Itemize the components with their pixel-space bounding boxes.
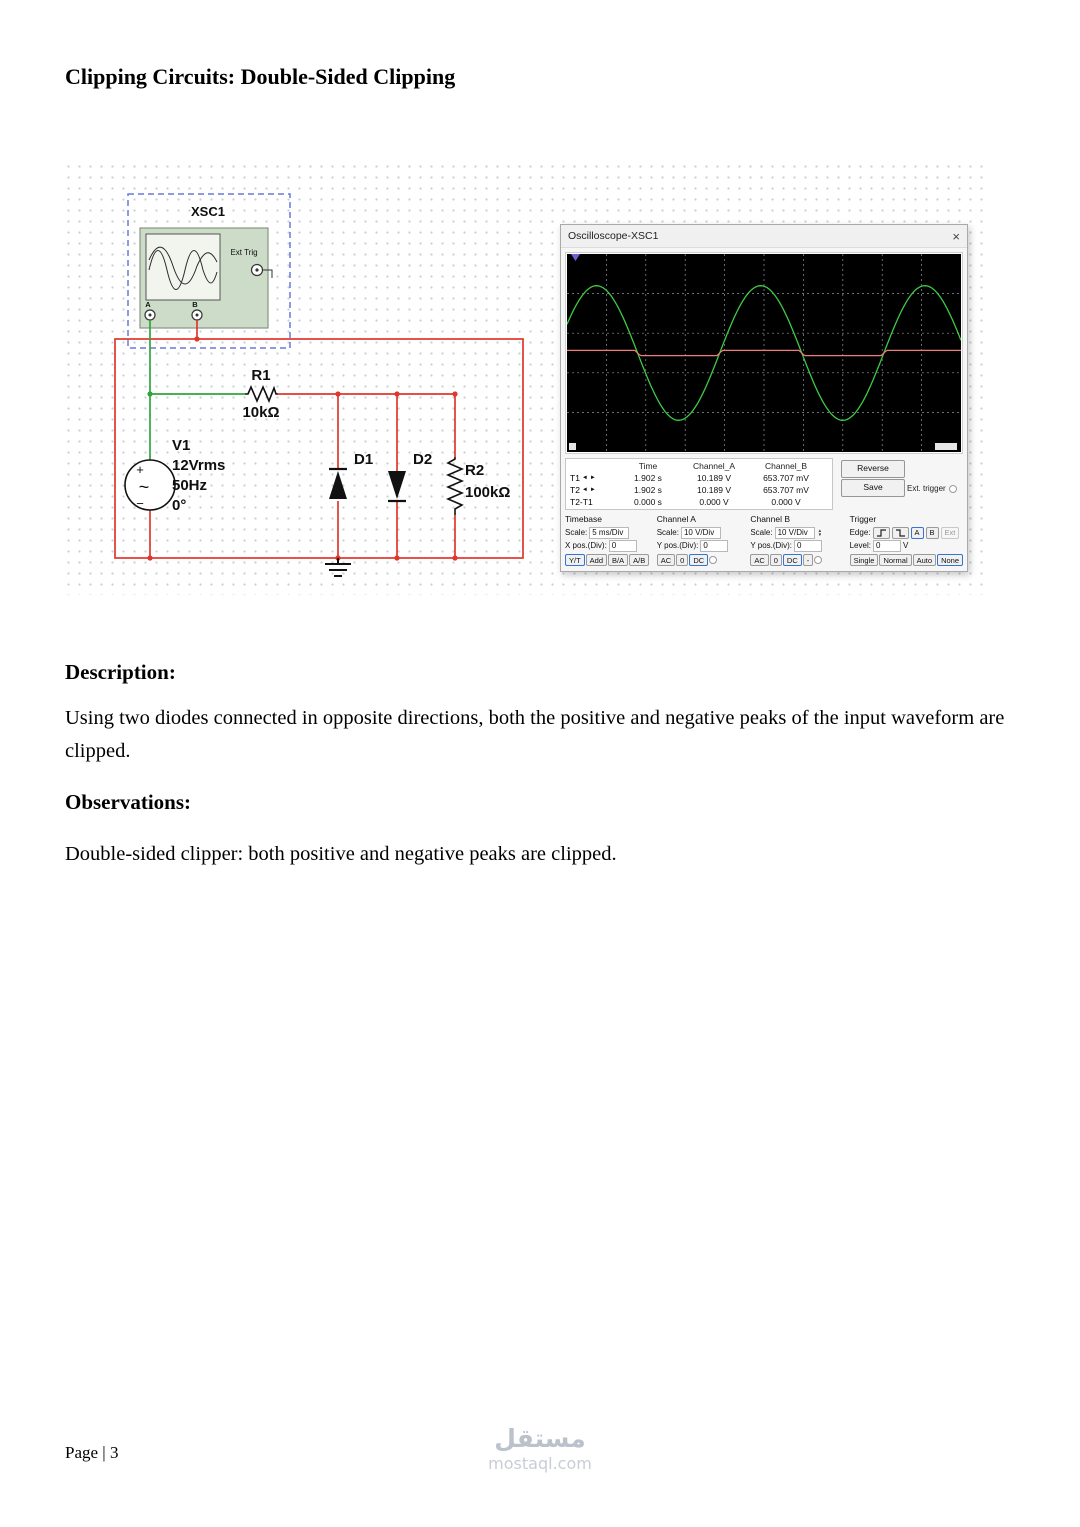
timebase-scale-value[interactable]: 5 ms/Div [589, 527, 629, 539]
spinner-icon[interactable]: ▲ ▼ [817, 527, 823, 537]
t1-right-arrow-button[interactable]: ► [589, 475, 596, 481]
ab-mode-button[interactable]: A/B [629, 554, 649, 566]
t2-right-arrow-button[interactable]: ► [589, 487, 596, 493]
cursor-t2-row [568, 485, 616, 495]
channel-b-scale-value[interactable]: 10 V/Div [775, 527, 815, 539]
r1-name: R1 [251, 367, 271, 384]
channel-a-radio[interactable] [709, 556, 717, 564]
observations-heading: Observations: [65, 790, 191, 814]
reverse-button[interactable]: Reverse [841, 460, 905, 478]
oscilloscope-icon [140, 228, 272, 328]
channel-a-panel [657, 514, 748, 566]
timebase-title: Timebase [565, 514, 603, 524]
watermark [0, 1424, 1080, 1473]
t1-channel-b: 653.707 mV [763, 473, 809, 483]
description-heading: Description: [65, 660, 176, 684]
circuit-figure [60, 158, 990, 595]
terminal-b-label: B [192, 300, 198, 309]
ext-trigger-option [907, 484, 957, 493]
diode-d2 [388, 451, 432, 501]
channel-b-title: Channel B [750, 514, 791, 524]
ground-symbol [325, 558, 351, 576]
channel-b-ypos-value[interactable]: 0 [794, 540, 822, 552]
junction-dots [147, 336, 457, 560]
v1-name: V1 [172, 437, 191, 454]
channel-b-invert-button[interactable]: - [803, 554, 814, 566]
trigger-none-button[interactable]: None [937, 554, 963, 566]
channel-b-panel [750, 514, 846, 566]
col-header-time: Time [638, 461, 658, 471]
r2-value: 100kΩ [465, 484, 511, 501]
trigger-panel [850, 514, 963, 566]
v1-freq: 50Hz [172, 477, 208, 494]
v1-minus: − [136, 496, 144, 511]
description-text: Using two diodes connected in opposite directions, both the positive and negative peaks of the input waveform are clipped. [65, 707, 1005, 762]
delta-channel-b: 0.000 V [771, 497, 801, 507]
col-header-channel-a: Channel_A [692, 461, 736, 471]
rising-edge-button[interactable] [873, 527, 890, 539]
channel-a-ac-button[interactable]: AC [657, 554, 675, 566]
diode-d1 [329, 451, 373, 499]
t2-t1-label: T2-T1 [570, 497, 593, 507]
channel-a-title: Channel A [656, 514, 696, 524]
t1-label: T1 [570, 473, 580, 483]
trigger-source-b-button[interactable]: B [926, 527, 939, 539]
source-v1 [125, 437, 225, 514]
timebase-scale-label: Scale: [565, 528, 588, 537]
scope-waveform-display [567, 254, 961, 452]
scope-screen [565, 252, 963, 454]
cursor-delta-row [568, 497, 616, 507]
channel-a-scale-label: Scale: [656, 528, 679, 537]
scope-controls [561, 512, 967, 571]
ba-mode-button[interactable]: B/A [608, 554, 628, 566]
trigger-source-ext-button[interactable]: Ext [941, 527, 960, 539]
timebase-panel [565, 514, 654, 566]
trigger-level-value[interactable]: 0 [873, 540, 901, 552]
channel-b-zero-button[interactable]: 0 [770, 554, 782, 566]
t2-left-arrow-button[interactable]: ◄ [581, 487, 588, 493]
t1-channel-a: 10.189 V [696, 473, 732, 483]
v1-sine-symbol: ~ [138, 477, 150, 497]
add-mode-button[interactable]: Add [586, 554, 607, 566]
t2-time: 1.902 s [634, 485, 662, 495]
v1-plus: + [136, 462, 144, 477]
channel-b-scale-label: Scale: [750, 528, 773, 537]
d2-label: D2 [413, 451, 433, 468]
page-number: Page | 3 [65, 1443, 119, 1462]
channel-b-dc-button[interactable]: DC [783, 554, 802, 566]
r2-name: R2 [465, 462, 485, 479]
falling-edge-button[interactable] [892, 527, 909, 539]
circuit-diagram [60, 158, 590, 595]
timebase-xpos-label: X pos.(Div): [565, 541, 607, 550]
watermark-url: mostaql.com [488, 1454, 592, 1473]
watermark-arabic: مستقل [494, 1424, 586, 1453]
measurement-table [565, 458, 833, 510]
channel-a-scale-value[interactable]: 10 V/Div [681, 527, 721, 539]
ext-trigger-radio[interactable] [949, 485, 957, 493]
trigger-single-button[interactable]: Single [850, 554, 879, 566]
oscilloscope-titlebar[interactable] [561, 225, 967, 248]
scope-measurements [561, 456, 967, 512]
falling-edge-icon [896, 529, 905, 537]
resistor-r1 [242, 367, 279, 421]
trigger-title: Trigger [849, 514, 877, 524]
terminal-a-label: A [145, 300, 151, 309]
ext-trig-label: Ext Trig [230, 248, 258, 257]
observations-text: Double-sided clipper: both positive and negative peaks are clipped. [65, 843, 617, 865]
t1-left-arrow-button[interactable]: ◄ [581, 475, 588, 481]
col-header-channel-b: Channel_B [764, 461, 808, 471]
delta-channel-a: 0.000 V [699, 497, 729, 507]
rising-edge-icon [877, 529, 886, 537]
channel-a-dc-button[interactable]: DC [689, 554, 708, 566]
timebase-xpos-value[interactable]: 0 [609, 540, 637, 552]
trigger-normal-button[interactable]: Normal [879, 554, 911, 566]
instrument-label: XSC1 [191, 204, 225, 219]
delta-time: 0.000 s [634, 497, 662, 507]
channel-a-zero-button[interactable]: 0 [676, 554, 688, 566]
t2-channel-a: 10.189 V [696, 485, 732, 495]
yt-mode-button[interactable]: Y/T [565, 554, 585, 566]
trigger-edge-label: Edge: [849, 528, 871, 537]
cursor-t1-row [568, 473, 616, 483]
ext-trigger-label: Ext. trigger [907, 484, 946, 493]
oscilloscope-window [560, 224, 968, 572]
d1-label: D1 [354, 451, 374, 468]
oscilloscope-window-title: Oscilloscope-XSC1 [568, 230, 659, 242]
save-button[interactable]: Save [841, 479, 905, 497]
r1-value: 10kΩ [242, 404, 280, 421]
v1-value: 12Vrms [172, 457, 226, 474]
channel-b-ypos-label: Y pos.(Div): [750, 541, 792, 550]
page-title: Clipping Circuits: Double-Sided Clipping [65, 64, 456, 89]
trigger-auto-button[interactable]: Auto [913, 554, 936, 566]
v1-phase: 0° [172, 497, 187, 514]
trigger-level-unit: V [902, 541, 909, 550]
channel-a-ypos-label: Y pos.(Div): [656, 541, 699, 550]
measurement-actions [837, 458, 963, 510]
channel-a-ypos-value[interactable]: 0 [700, 540, 728, 552]
channel-b-ac-button[interactable]: AC [750, 554, 768, 566]
close-icon[interactable]: × [952, 228, 960, 244]
t1-time: 1.902 s [634, 473, 662, 483]
trigger-source-a-button[interactable]: A [911, 527, 924, 539]
t2-channel-b: 653.707 mV [763, 485, 809, 495]
trigger-level-label: Level: [849, 541, 871, 550]
t2-label: T2 [570, 485, 580, 495]
resistor-r2 [448, 457, 510, 515]
channel-b-radio[interactable] [814, 556, 822, 564]
